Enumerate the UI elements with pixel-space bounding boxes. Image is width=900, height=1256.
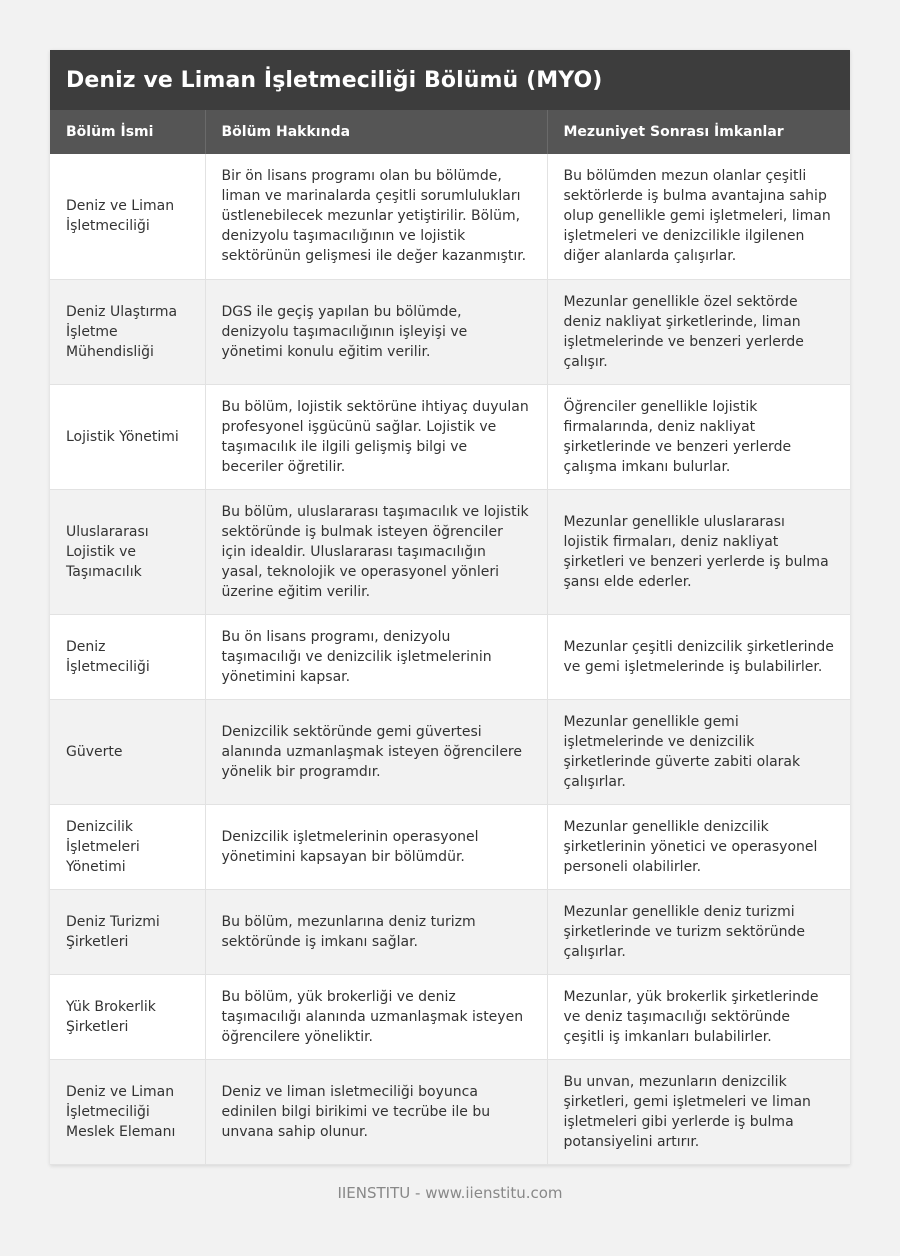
cell-department-name: Deniz ve Liman İşletmeciliği Meslek Elemanı — [50, 1059, 205, 1164]
cell-department-careers: Bu unvan, mezunların denizcilik şirketleri, gemi işletmeleri ve liman işletmeleri gibi yerlerde iş bulma potansiyelini artırır. — [547, 1059, 850, 1164]
cell-department-about: Bir ön lisans programı olan bu bölümde, liman ve marinalarda çeşitli sorumlulukları üstlenebilecek mezunlar yetiştirilir. Bölüm, denizyolu taşımacılığının ve lojistik sektörünün gelişmesi ile değer kazanmıştır. — [205, 154, 547, 279]
cell-department-about: Deniz ve liman isletmeciliği boyunca edinilen bilgi birikimi ve tecrübe ile bu unvana sahip olunur. — [205, 1059, 547, 1164]
cell-department-careers: Mezunlar genellikle uluslararası lojistik firmaları, deniz nakliyat şirketleri ve benzeri yerlerde iş bulma şansı elde ederler. — [547, 489, 850, 614]
cell-department-careers: Mezunlar genellikle gemi işletmelerinde ve denizcilik şirketlerinde güverte zabiti olarak çalışırlar. — [547, 699, 850, 804]
cell-department-about: DGS ile geçiş yapılan bu bölümde, denizyolu taşımacılığının işleyişi ve yönetimi konulu eğitim verilir. — [205, 279, 547, 384]
cell-department-name: Güverte — [50, 699, 205, 804]
cell-department-name: Deniz ve Liman İşletmeciliği — [50, 154, 205, 279]
footer-credit: IIENSTITU - www.iienstitu.com — [337, 1184, 563, 1202]
table-header-row — [50, 110, 850, 154]
cell-department-about: Bu bölüm, uluslararası taşımacılık ve lojistik sektöründe iş bulmak isteyen öğrenciler için idealdir. Uluslararası taşımacılığın yasal, teknolojik ve operasyonel yönleri üzerine eğitim verilir. — [205, 489, 547, 614]
table-row — [50, 974, 850, 1059]
cell-department-careers: Mezunlar çeşitli denizcilik şirketlerinde ve gemi işletmelerinde iş bulabilirler. — [547, 614, 850, 699]
content-card — [50, 50, 850, 1165]
table-row — [50, 489, 850, 614]
table-row — [50, 1059, 850, 1164]
cell-department-about: Denizcilik işletmelerinin operasyonel yönetimini kapsayan bir bölümdür. — [205, 804, 547, 889]
table-row — [50, 614, 850, 699]
cell-department-about: Bu bölüm, mezunlarına deniz turizm sektöründe iş imkanı sağlar. — [205, 889, 547, 974]
column-header-about: Bölüm Hakkında — [205, 110, 547, 154]
table-row — [50, 699, 850, 804]
cell-department-name: Deniz Turizmi Şirketleri — [50, 889, 205, 974]
departments-table — [50, 110, 850, 1165]
cell-department-careers: Bu bölümden mezun olanlar çeşitli sektörlerde iş bulma avantajına sahip olup genellikle gemi işletmeleri, liman işletmeleri ve denizcilikle ilgilenen diğer alanlarda çalışırlar. — [547, 154, 850, 279]
cell-department-careers: Öğrenciler genellikle lojistik firmalarında, deniz nakliyat şirketlerinde ve benzeri yerlerde çalışma imkanı bulurlar. — [547, 384, 850, 489]
cell-department-careers: Mezunlar genellikle denizcilik şirketlerinin yönetici ve operasyonel personeli olabilirler. — [547, 804, 850, 889]
table-row — [50, 889, 850, 974]
cell-department-about: Denizcilik sektöründe gemi güvertesi alanında uzmanlaşmak isteyen öğrencilere yönelik bir programdır. — [205, 699, 547, 804]
cell-department-about: Bu bölüm, lojistik sektörüne ihtiyaç duyulan profesyonel işgücünü sağlar. Lojistik ve taşımacılık ile ilgili gelişmiş bilgi ve beceriler öğretilir. — [205, 384, 547, 489]
table-row — [50, 384, 850, 489]
table-row — [50, 154, 850, 279]
cell-department-careers: Mezunlar genellikle özel sektörde deniz nakliyat şirketlerinde, liman işletmelerinde ve benzeri yerlerde çalışır. — [547, 279, 850, 384]
table-row — [50, 804, 850, 889]
cell-department-name: Lojistik Yönetimi — [50, 384, 205, 489]
cell-department-about: Bu bölüm, yük brokerliği ve deniz taşımacılığı alanında uzmanlaşmak isteyen öğrencilere yöneliktir. — [205, 974, 547, 1059]
cell-department-name: Uluslararası Lojistik ve Taşımacılık — [50, 489, 205, 614]
column-header-name: Bölüm İsmi — [50, 110, 205, 154]
title-bar — [50, 50, 850, 110]
cell-department-about: Bu ön lisans programı, denizyolu taşımacılığı ve denizcilik işletmelerinin yönetimini kapsar. — [205, 614, 547, 699]
page-title: Deniz ve Liman İşletmeciliği Bölümü (MYO) — [66, 67, 603, 93]
cell-department-name: Yük Brokerlik Şirketleri — [50, 974, 205, 1059]
cell-department-name: Deniz Ulaştırma İşletme Mühendisliği — [50, 279, 205, 384]
cell-department-careers: Mezunlar, yük brokerlik şirketlerinde ve deniz taşımacılığı sektöründe çeşitli iş imkanları bulabilirler. — [547, 974, 850, 1059]
cell-department-name: Deniz İşletmeciliği — [50, 614, 205, 699]
table-row — [50, 279, 850, 384]
cell-department-name: Denizcilik İşletmeleri Yönetimi — [50, 804, 205, 889]
column-header-careers: Mezuniyet Sonrası İmkanlar — [547, 110, 850, 154]
cell-department-careers: Mezunlar genellikle deniz turizmi şirketlerinde ve turizm sektöründe çalışırlar. — [547, 889, 850, 974]
